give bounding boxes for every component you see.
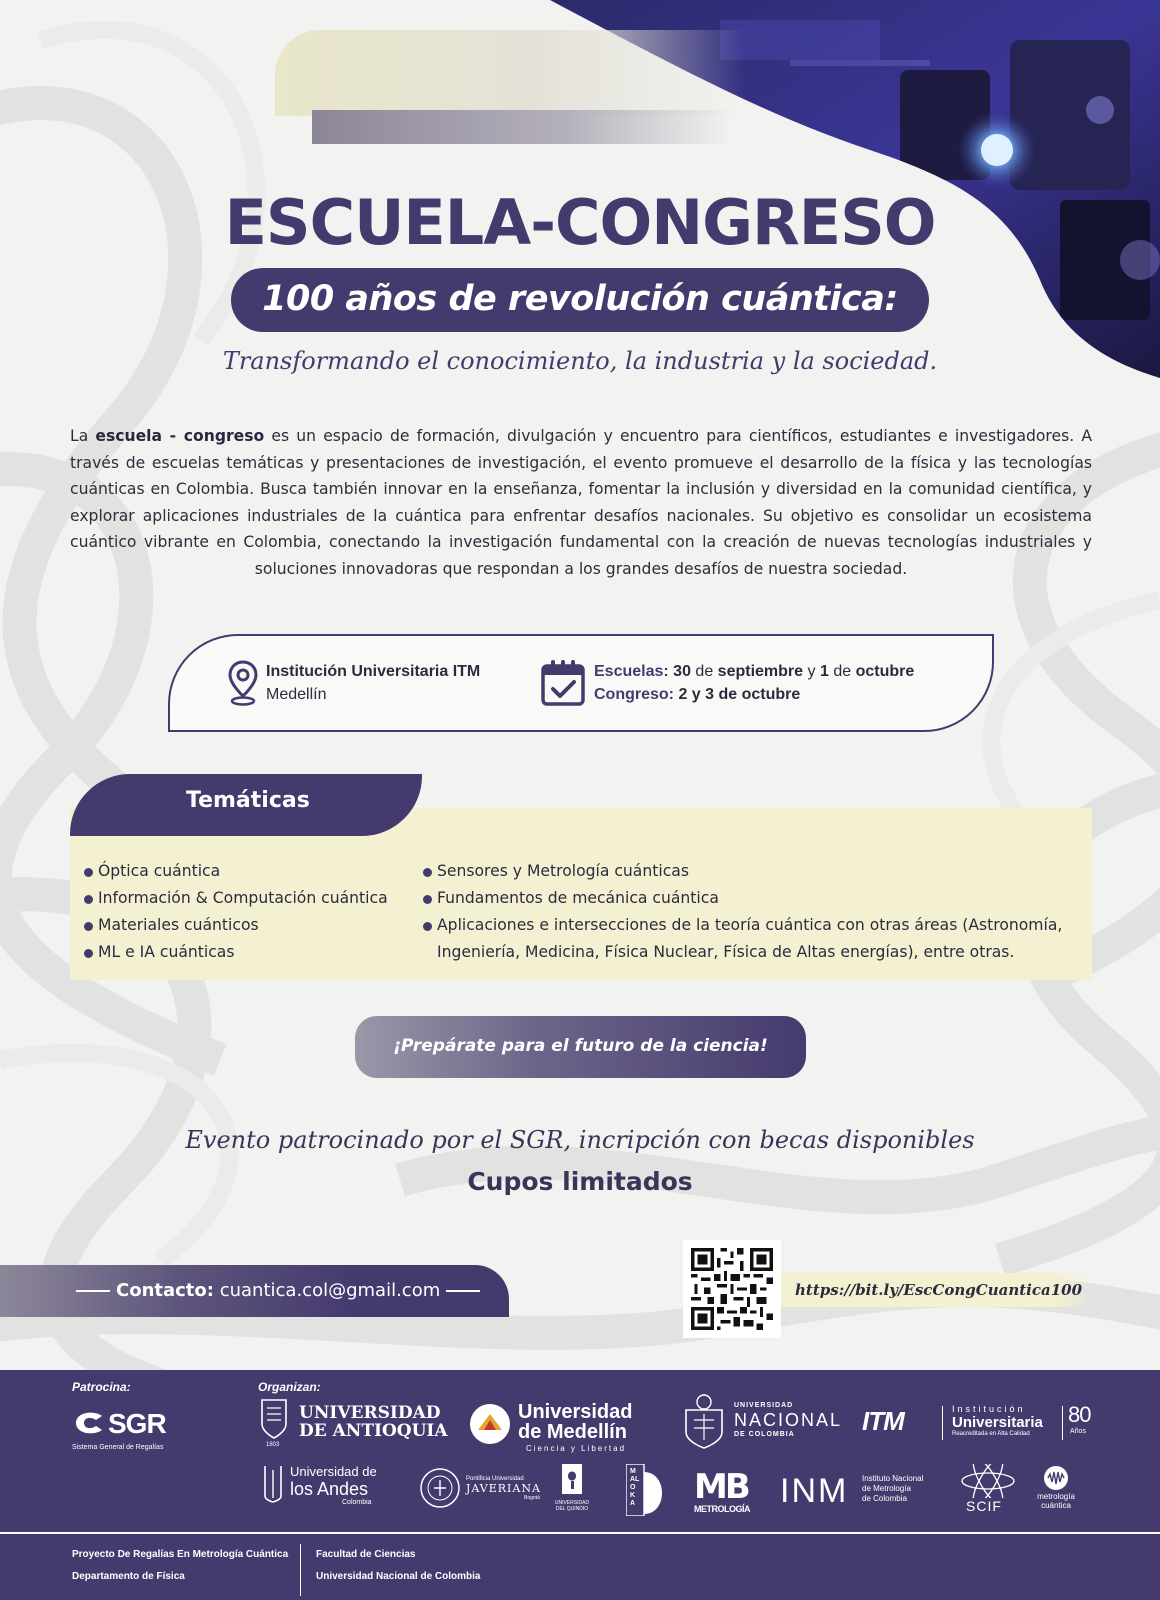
topic-item: Óptica cuántica <box>84 858 414 885</box>
sgr-mark: SGR <box>108 1408 166 1439</box>
congress-label: Congreso: <box>594 686 674 703</box>
uniquindio-line-1: UNIVERSIDAD <box>554 1500 590 1506</box>
itm-mark: ITM <box>862 1406 904 1436</box>
sgr-caption: Sistema General de Regalías <box>72 1444 164 1451</box>
project-credits-right <box>316 1544 480 1588</box>
description-body: es un espacio de formación, divulgación y encuentro para científicos, estudiantes e investigadores. A través de escuelas temáticas y presentaciones de investigación, el evento promueve el desarrollo de la física y las tecnologías cuánticas en Colombia. Busca también innovar en la enseñanza, fomentar la inclusión y diversidad en la comunidad científica, y explorar aplicaciones industriales de la cuántica para enfrentar desafíos nacionales. Su objetivo es consolidar un ecosistema cuántico vibrante en Colombia, conectando la investigación fundamental con la creación de nuevas tecnologías industriales y soluciones innovadoras que respondan a los grandes desafíos de nuestra sociedad. <box>70 427 1092 578</box>
udem-logo <box>468 1401 633 1453</box>
udea-year: 1803 <box>266 1442 280 1448</box>
university-name: Universidad Nacional de Colombia <box>316 1571 481 1582</box>
project-credits <box>0 1532 1160 1600</box>
page-title: ESCUELA-CONGRESO <box>224 186 936 259</box>
javeriana-line-1: Pontificia Universidad <box>466 1476 524 1482</box>
congress-dates-value: 2 y 3 de octubre <box>678 686 801 703</box>
uniandes-line-3: Colombia <box>342 1499 372 1506</box>
javeriana-seal-icon <box>418 1466 462 1510</box>
itm-line-1: Institución <box>952 1404 1026 1414</box>
scif-mark: SCIF <box>966 1498 1002 1514</box>
javeriana-logo <box>418 1466 541 1510</box>
metrologia-cuantica-name <box>1032 1492 1080 1510</box>
inm-line-1: Instituto Nacional <box>862 1474 924 1483</box>
javeriana-name <box>466 1476 541 1501</box>
event-description <box>70 423 1092 582</box>
itm-caption: Reacreditada en Alta Calidad <box>952 1431 1030 1437</box>
uniandes-line-1: Universidad de <box>290 1464 377 1479</box>
javeriana-line-2: JAVERIANA <box>466 1482 541 1495</box>
schools-month-2: octubre <box>855 663 915 680</box>
scif-atom-icon <box>958 1464 1018 1498</box>
uniquindio-icon <box>552 1464 592 1500</box>
congress-dates <box>594 683 914 706</box>
inm-line-3: de Colombia <box>862 1494 907 1503</box>
schools-dates <box>594 660 914 683</box>
scif-logo <box>958 1464 1018 1514</box>
uniandes-name <box>290 1464 377 1506</box>
unal-line-1: UNIVERSIDAD <box>734 1402 794 1409</box>
qr-code-graphic <box>691 1248 773 1330</box>
itm-divider-2 <box>1062 1406 1063 1440</box>
javeriana-line-3: Bogotá <box>524 1495 540 1501</box>
topic-item: Información & Computación cuántica <box>84 885 414 912</box>
topic-item: ML e IA cuánticas <box>84 939 414 966</box>
topic-item: Materiales cuánticos <box>84 912 414 939</box>
department-name: Departamento de Física <box>72 1571 185 1582</box>
registration-link[interactable]: https://bit.ly/EscCongCuantica100 <box>781 1273 1091 1307</box>
metrologia-line-1: metrología <box>1037 1492 1075 1501</box>
dash-decor <box>446 1290 480 1292</box>
venue-name: Institución Universitaria ITM <box>266 663 481 680</box>
sgr-logo <box>72 1406 172 1451</box>
maloka-logo <box>626 1464 668 1516</box>
udem-line-2: de Medellín <box>518 1421 627 1443</box>
schools-month-1: septiembre <box>717 663 804 680</box>
udea-seal-icon <box>259 1398 289 1440</box>
itm-years-label: Años <box>1070 1428 1086 1435</box>
contact-label: Contacto: <box>116 1280 214 1301</box>
udem-motto: Ciencia y Libertad <box>526 1444 627 1453</box>
unal-line-2: NACIONAL <box>734 1410 843 1430</box>
itm-name <box>952 1404 1043 1437</box>
partners-footer <box>0 1370 1160 1532</box>
venue-text <box>266 660 480 706</box>
mb-caption: METROLOGÍA <box>694 1504 750 1514</box>
unal-line-3: DE COLOMBIA <box>734 1431 795 1438</box>
schools-de-1: de <box>695 663 714 680</box>
itm-years: 80 <box>1068 1402 1091 1427</box>
unal-name <box>734 1402 842 1438</box>
schools-de-2: de <box>833 663 852 680</box>
contact-email[interactable]: cuantica.col@gmail.com <box>219 1280 441 1301</box>
tagline: Transformando el conocimiento, la industria y la sociedad. <box>222 347 938 375</box>
udem-seal-icon <box>468 1402 512 1446</box>
udem-name <box>518 1402 632 1442</box>
topic-item: Aplicaciones e intersecciones de la teoría cuántica con otras áreas (Astronomía, Ingeniería, Medicina, Física Nuclear, Física de Altas energías), entre otras. <box>423 912 1083 966</box>
uniquindio-line-2: DEL QUINDÍO <box>555 1506 589 1512</box>
udem-line-1: Universidad <box>518 1401 633 1423</box>
faculty-name: Facultad de Ciencias <box>316 1549 416 1560</box>
calendar-check-icon <box>540 658 586 708</box>
qr-code-icon[interactable] <box>683 1240 781 1338</box>
mb-logo <box>694 1467 750 1514</box>
inm-line-2: de Metrología <box>862 1484 911 1493</box>
topic-item: Sensores y Metrología cuánticas <box>423 858 1083 885</box>
topics-heading: Temáticas <box>186 788 310 813</box>
uniandes-line-2: los Andes <box>290 1479 369 1499</box>
uniquindio-logo <box>552 1464 592 1512</box>
metrologia-cuantica-icon <box>1036 1464 1076 1492</box>
itm-line-2: Universitaria <box>952 1414 1043 1431</box>
schools-label: Escuelas: <box>594 663 669 680</box>
inm-name <box>862 1474 923 1504</box>
inm-mark: INM <box>780 1472 849 1510</box>
contact-bar <box>0 1265 509 1317</box>
cta-banner: ¡Prepárate para el futuro de la ciencia! <box>355 1016 806 1078</box>
venue-city: Medellín <box>266 686 327 703</box>
organizers-label: Organizan: <box>258 1380 321 1394</box>
topic-item: Fundamentos de mecánica cuántica <box>423 885 1083 912</box>
metrologia-cuantica-logo <box>1036 1464 1076 1510</box>
sponsorship-line: Evento patrocinado por el SGR, incripción con becas disponibles <box>185 1126 975 1154</box>
credits-divider <box>300 1544 301 1596</box>
topics-heading-tab <box>70 774 422 836</box>
uniandes-icon <box>262 1464 284 1504</box>
uniandes-logo <box>262 1464 377 1506</box>
topics-list-right <box>423 858 1083 966</box>
header-decor-bar <box>312 110 732 144</box>
schools-y: y <box>807 663 816 680</box>
udea-line-2: DE ANTIOQUIA <box>299 1421 448 1441</box>
udea-line-1: UNIVERSIDAD <box>299 1403 441 1423</box>
project-credits-left <box>72 1544 288 1588</box>
location-pin-icon <box>228 660 258 706</box>
unal-logo <box>682 1392 843 1450</box>
schools-day-1: 30 <box>673 663 691 680</box>
itm-divider <box>942 1406 943 1440</box>
unal-seal-icon <box>682 1392 726 1450</box>
uniquindio-name <box>552 1500 592 1512</box>
dash-decor <box>76 1290 110 1292</box>
project-name: Proyecto De Regalías En Metrología Cuántica <box>72 1549 289 1560</box>
limited-spots: Cupos limitados <box>467 1167 693 1196</box>
metrologia-line-2: cuántica <box>1041 1501 1071 1510</box>
udea-name <box>299 1404 448 1440</box>
event-dates <box>594 660 914 706</box>
schools-day-2: 1 <box>819 663 829 680</box>
mb-mark: MB <box>694 1467 748 1507</box>
event-info-box <box>168 634 994 732</box>
sponsor-label: Patrocina: <box>72 1380 131 1394</box>
udea-logo <box>259 1398 448 1448</box>
header-decor-pill <box>275 30 745 116</box>
subtitle-banner: 100 años de revolución cuántica: <box>231 268 929 332</box>
description-lead: La <box>70 427 96 445</box>
topics-list-left <box>84 858 414 966</box>
description-bold: escuela - congreso <box>95 427 265 445</box>
maloka-letters: MALOKA <box>630 1468 640 1507</box>
